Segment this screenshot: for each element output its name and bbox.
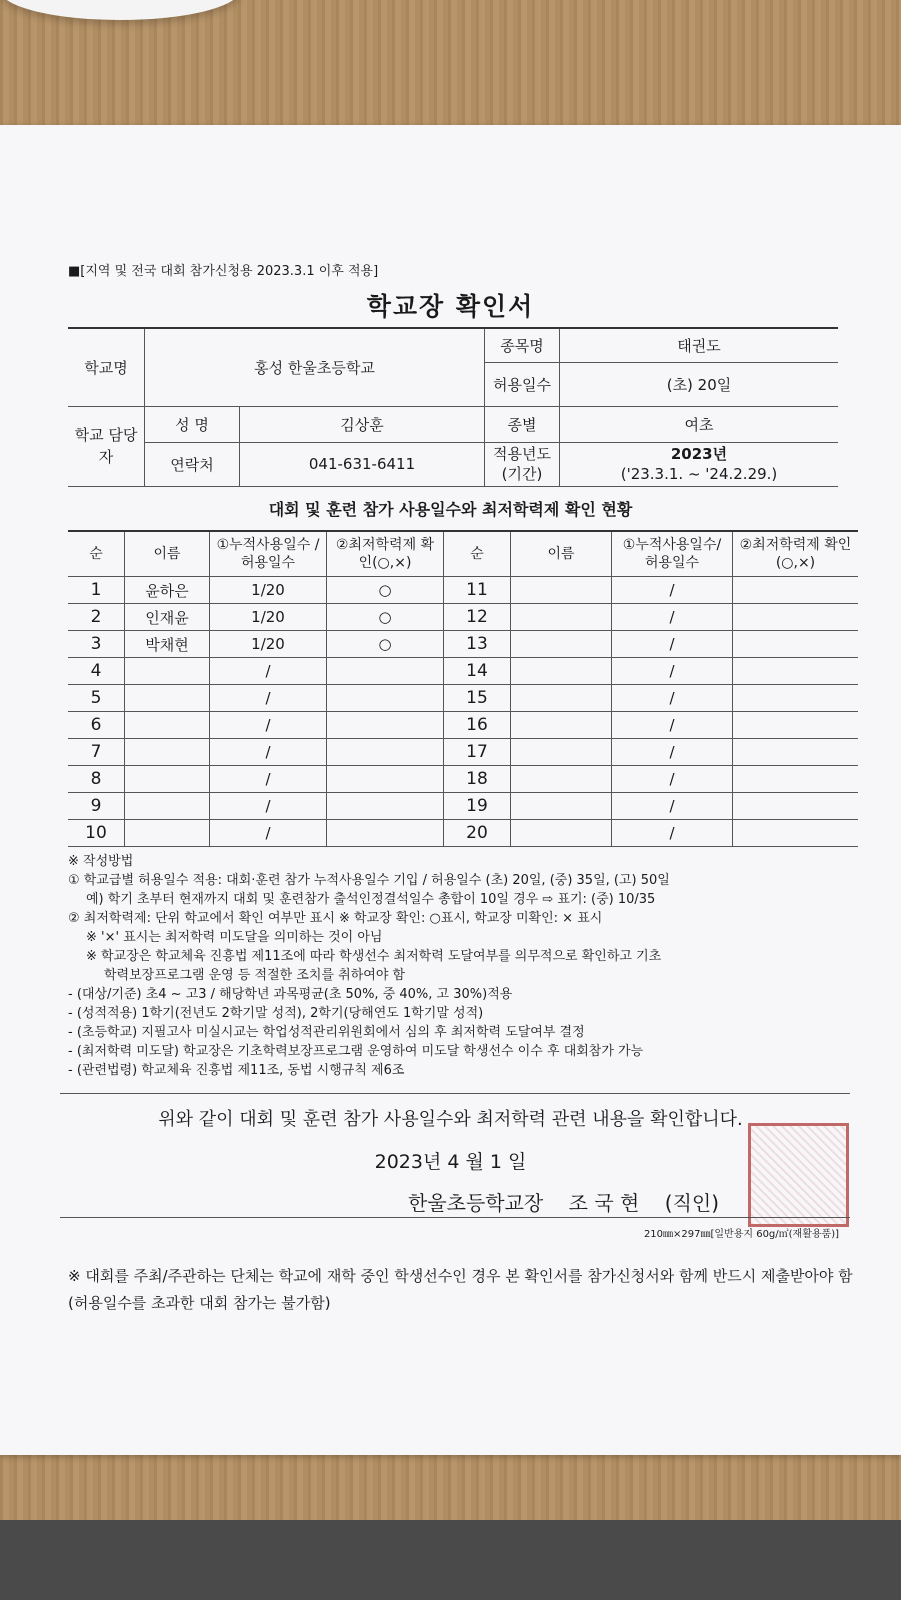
section-subtitle: 대회 및 훈련 참가 사용일수와 최저학력제 확인 현황 [268,500,633,519]
athlete-name [511,658,612,685]
category-label: 종별 [485,406,560,442]
days-used: / [210,685,327,712]
days-used: 1/20 [210,577,327,604]
days-used: / [612,793,733,820]
row-number: 18 [444,766,511,793]
allowed-days-value: (초) 20일 [560,362,839,406]
row-number: 12 [444,604,511,631]
academic-check [327,820,444,847]
days-used: / [612,658,733,685]
row-number: 8 [68,766,125,793]
days-used: / [612,739,733,766]
contact-label: 연락처 [145,442,240,486]
note-line: ※ '×' 표시는 최저학력 미도달을 의미하는 것이 아님 [86,930,383,945]
academic-check [733,793,859,820]
academic-check [733,658,859,685]
col-academic-2: ②최저학력제 확인(○,×) [733,531,859,577]
athlete-name [125,658,210,685]
athlete-name: 인재윤 [125,604,210,631]
row-number: 9 [68,793,125,820]
divider [60,1217,850,1218]
note-line: 예) 학기 초부터 현재까지 대회 및 훈련참가 출석인정결석일수 총합이 10일 경우 ⇨ 표기: (중) 10/35 [86,892,656,907]
desk-edge [0,1520,901,1600]
row-number: 20 [444,820,511,847]
instructions [68,852,868,1080]
name-label: 성 명 [145,406,240,442]
year-period: ('23.3.1. ~ '24.2.29.) [620,465,778,483]
year-value: 2023년 [670,445,728,463]
document-title: 학교장 확인서 [366,292,535,321]
paper-spec: 210㎜×297㎜[일반용지 60g/㎡(재활용품)] [643,1229,839,1240]
academic-check [327,658,444,685]
athlete-name [511,739,612,766]
note-line: - (대상/기준) 초4 ~ 고3 / 해당학년 과목평균(초 50%, 중 40%, 고 30%)적용 [68,987,513,1002]
row-number: 13 [444,631,511,658]
issue-date: 2023년 4 월 1 일 [374,1151,527,1173]
athlete-name [511,820,612,847]
athlete-name [511,793,612,820]
athlete-name [511,685,612,712]
year-label: 적용년도 (기간) [485,442,560,486]
row-number: 17 [444,739,511,766]
note-line: 학력보장프로그램 운영 등 적절한 조치를 취하여야 함 [104,968,406,983]
days-used: / [612,820,733,847]
academic-check [733,685,859,712]
days-used: / [210,793,327,820]
athlete-name [511,712,612,739]
row-number: 19 [444,793,511,820]
days-used: 1/20 [210,604,327,631]
table-row [68,793,858,820]
row-number: 5 [68,685,125,712]
school-label: 학교명 [68,328,145,406]
note-line: - (최저학력 미도달) 학교장은 기초학력보장프로그램 운영하여 미도달 학생선수 이수 후 대회참가 가능 [68,1044,644,1059]
confirmation-text: 위와 같이 대회 및 훈련 참가 사용일수와 최저학력 관련 내용을 확인합니다. [158,1109,743,1130]
days-used: / [612,712,733,739]
athlete-name [125,739,210,766]
row-number: 7 [68,739,125,766]
note-line: ※ 작성방법 [68,854,134,869]
days-used: 1/20 [210,631,327,658]
athlete-name [125,685,210,712]
days-used: / [612,685,733,712]
row-number: 15 [444,685,511,712]
table-row [68,766,858,793]
academic-check: ○ [327,631,444,658]
col-num-2: 순 [444,531,511,577]
col-days: ①누적사용일수 /허용일수 [210,531,327,577]
athlete-name [511,577,612,604]
athlete-name [125,712,210,739]
athlete-table [68,530,858,847]
school-info-table [68,327,838,487]
row-number: 10 [68,820,125,847]
allowed-days-label: 허용일수 [485,362,560,406]
athlete-name: 윤하은 [125,577,210,604]
academic-check: ○ [327,577,444,604]
row-number: 2 [68,604,125,631]
note-line: ② 최저학력제: 단위 학교에서 확인 여부만 표시 ※ 학교장 확인: ○표시, 학교장 미확인: × 표시 [68,911,603,926]
manager-label: 학교 담당자 [68,406,145,486]
row-number: 6 [68,712,125,739]
academic-check [733,820,859,847]
contact-value: 041-631-6411 [240,442,485,486]
official-seal [748,1123,849,1227]
table-row [68,631,858,658]
category-value: 여초 [560,406,839,442]
table-row [68,712,858,739]
note-line: - (초등학교) 지필고사 미실시교는 학업성적관리위원회에서 심의 후 최저학력 도달여부 결정 [68,1025,585,1040]
event-value: 태권도 [560,328,839,362]
row-number: 11 [444,577,511,604]
academic-check [327,793,444,820]
academic-check: ○ [327,604,444,631]
row-number: 16 [444,712,511,739]
athlete-name: 박채현 [125,631,210,658]
note-line: - (성적적용) 1학기(전년도 2학기말 성적), 2학기(당해연도 1학기말 성적) [68,1006,484,1021]
col-days-2: ①누적사용일수/ 허용일수 [612,531,733,577]
academic-check [733,631,859,658]
table-row [68,604,858,631]
note-line: ① 학교급별 허용일수 적용: 대회·훈련 참가 누적사용일수 기입 / 허용일수 (초) 20일, (중) 35일, (고) 50일 [68,873,670,888]
table-row [68,685,858,712]
table-row [68,739,858,766]
row-number: 3 [68,631,125,658]
academic-check [733,739,859,766]
days-used: / [210,820,327,847]
athlete-name [125,820,210,847]
academic-check [733,577,859,604]
document-page [0,125,901,1455]
col-name-2: 이름 [511,531,612,577]
days-used: / [210,766,327,793]
footer-note: ※ 대회를 주최/주관하는 단체는 학교에 재학 중인 학생선수인 경우 본 확인서를 참가신청서와 함께 반드시 제출받아야 함(허용일수를 초과한 대회 참가는 불가함) [68,1267,853,1312]
days-used: / [612,577,733,604]
academic-check [327,685,444,712]
divider [60,1093,850,1094]
table-row [68,820,858,847]
athlete-name [125,766,210,793]
table-row [68,577,858,604]
principal-signature: 한울초등학교장 조 국 현 (직인) [408,1191,720,1215]
days-used: / [210,658,327,685]
athlete-name [125,793,210,820]
row-number: 4 [68,658,125,685]
days-used: / [210,712,327,739]
col-name: 이름 [125,531,210,577]
days-used: / [612,766,733,793]
note-line: - (관련법령) 학교체육 진흥법 제11조, 동법 시행규칙 제6조 [68,1063,405,1078]
academic-check [327,712,444,739]
athlete-name [511,631,612,658]
row-number: 1 [68,577,125,604]
athlete-name [511,604,612,631]
academic-check [733,712,859,739]
name-value: 김상훈 [240,406,485,442]
days-used: / [612,604,733,631]
academic-check [733,766,859,793]
table-row [68,658,858,685]
col-num: 순 [68,531,125,577]
academic-check [327,739,444,766]
event-label: 종목명 [485,328,560,362]
school-name: 홍성 한울초등학교 [145,328,485,406]
days-used: / [210,739,327,766]
col-academic: ②최저학력제 확인(○,×) [327,531,444,577]
note-line: ※ 학교장은 학교체육 진흥법 제11조에 따라 학생선수 최저학력 도달여부를 의무적으로 확인하고 기초 [86,949,662,964]
header-note: ■[지역 및 전국 대회 참가신청용 2023.3.1 이후 적용] [68,264,379,279]
days-used: / [612,631,733,658]
athlete-name [511,766,612,793]
row-number: 14 [444,658,511,685]
academic-check [733,604,859,631]
academic-check [327,766,444,793]
